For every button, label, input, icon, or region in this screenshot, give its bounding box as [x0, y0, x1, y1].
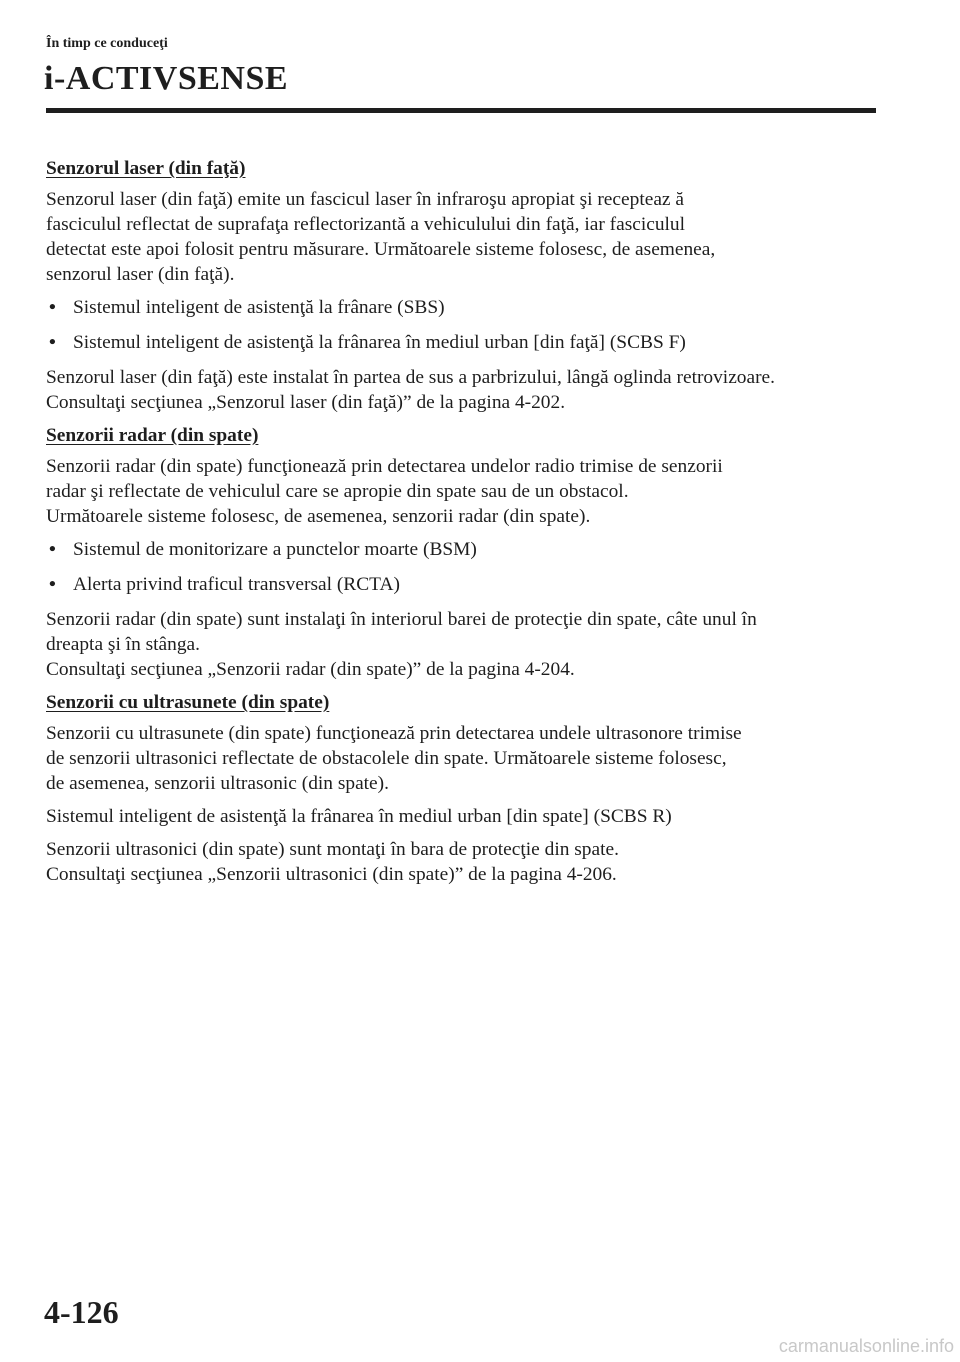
page-number: 4-126 — [44, 1294, 119, 1330]
header-rule — [46, 108, 876, 113]
list-item: • Alerta privind traficul transversal (RCTA) — [49, 574, 400, 595]
section-ultrasonic-rear — [46, 690, 886, 887]
chapter-label: În timp ce conduceţi — [46, 36, 168, 51]
page-title: i-ACTIVSENSE — [44, 60, 289, 97]
bullet-icon: • — [49, 574, 56, 595]
section-laser-front — [46, 156, 886, 415]
list-item: • Sistemul inteligent de asistenţă la frânare (SBS) — [49, 297, 445, 318]
bullet-icon: • — [49, 539, 56, 560]
section-heading: Senzorii radar (din spate) — [46, 425, 259, 446]
bullet-list — [46, 537, 886, 597]
list-item: • Sistemul inteligent de asistenţă la frânarea în mediul urban [din faţă] (SCBS F) — [49, 332, 686, 353]
section-intro: Senzorii cu ultrasunete (din spate) funcţionează prin detectarea undele ultrasonore trimise de senzorii ultrasonici reflectate de obstacolele din spate. Următoarele sisteme folosesc, de asemenea, senzorii ultrasonic (din spate). — [46, 723, 742, 794]
section-outro: Senzorii radar (din spate) sunt instalaţi în interiorul barei de protecţie din spate, câte unul în dreapta şi în stânga. Consultaţi secţiunea „Senzorii radar (din spate)” de la pagina 4-204. — [46, 609, 757, 680]
section-intro: Senzorul laser (din faţă) emite un fascicul laser în infraroşu apropiat şi recepteaz ă fasciculul reflectat de suprafaţa reflectorizantă a vehiculului din faţă, iar fasciculul detectat este apoi folosit pentru măsurare. Următoarele sisteme folosesc, de asemenea, senzorul laser (din faţă). — [46, 189, 716, 285]
section-outro: Senzorul laser (din faţă) este instalat în partea de sus a parbrizului, lângă oglinda retrovizoare. Consultaţi secţiunea „Senzorul laser (din faţă)” de la pagina 4-202. — [46, 367, 776, 413]
bullet-icon: • — [49, 297, 56, 318]
section-heading: Senzorul laser (din faţă) — [46, 158, 246, 179]
system-line: Sistemul inteligent de asistenţă la frânarea în mediul urban [din spate] (SCBS R) — [46, 806, 672, 827]
list-item: • Sistemul de monitorizare a punctelor moarte (BSM) — [49, 539, 477, 560]
section-radar-rear — [46, 423, 886, 682]
watermark: carmanualsonline.info — [778, 1336, 954, 1356]
section-intro: Senzorii radar (din spate) funcţionează prin detectarea undelor radio trimise de senzorii radar şi reflectate de vehiculul care se apropie din spate sau de un obstacol. Următoarele sisteme folosesc, de asemenea, senzorii radar (din spate). — [46, 456, 723, 527]
bullet-list — [46, 295, 886, 355]
section-heading: Senzorii cu ultrasunete (din spate) — [46, 692, 330, 713]
section-outro: Senzorii ultrasonici (din spate) sunt montaţi în bara de protecţie din spate. Consultaţi secţiunea „Senzorii ultrasonici (din spate)” de la pagina 4-206. — [46, 839, 619, 885]
page-content — [46, 156, 886, 895]
bullet-icon: • — [49, 332, 56, 353]
